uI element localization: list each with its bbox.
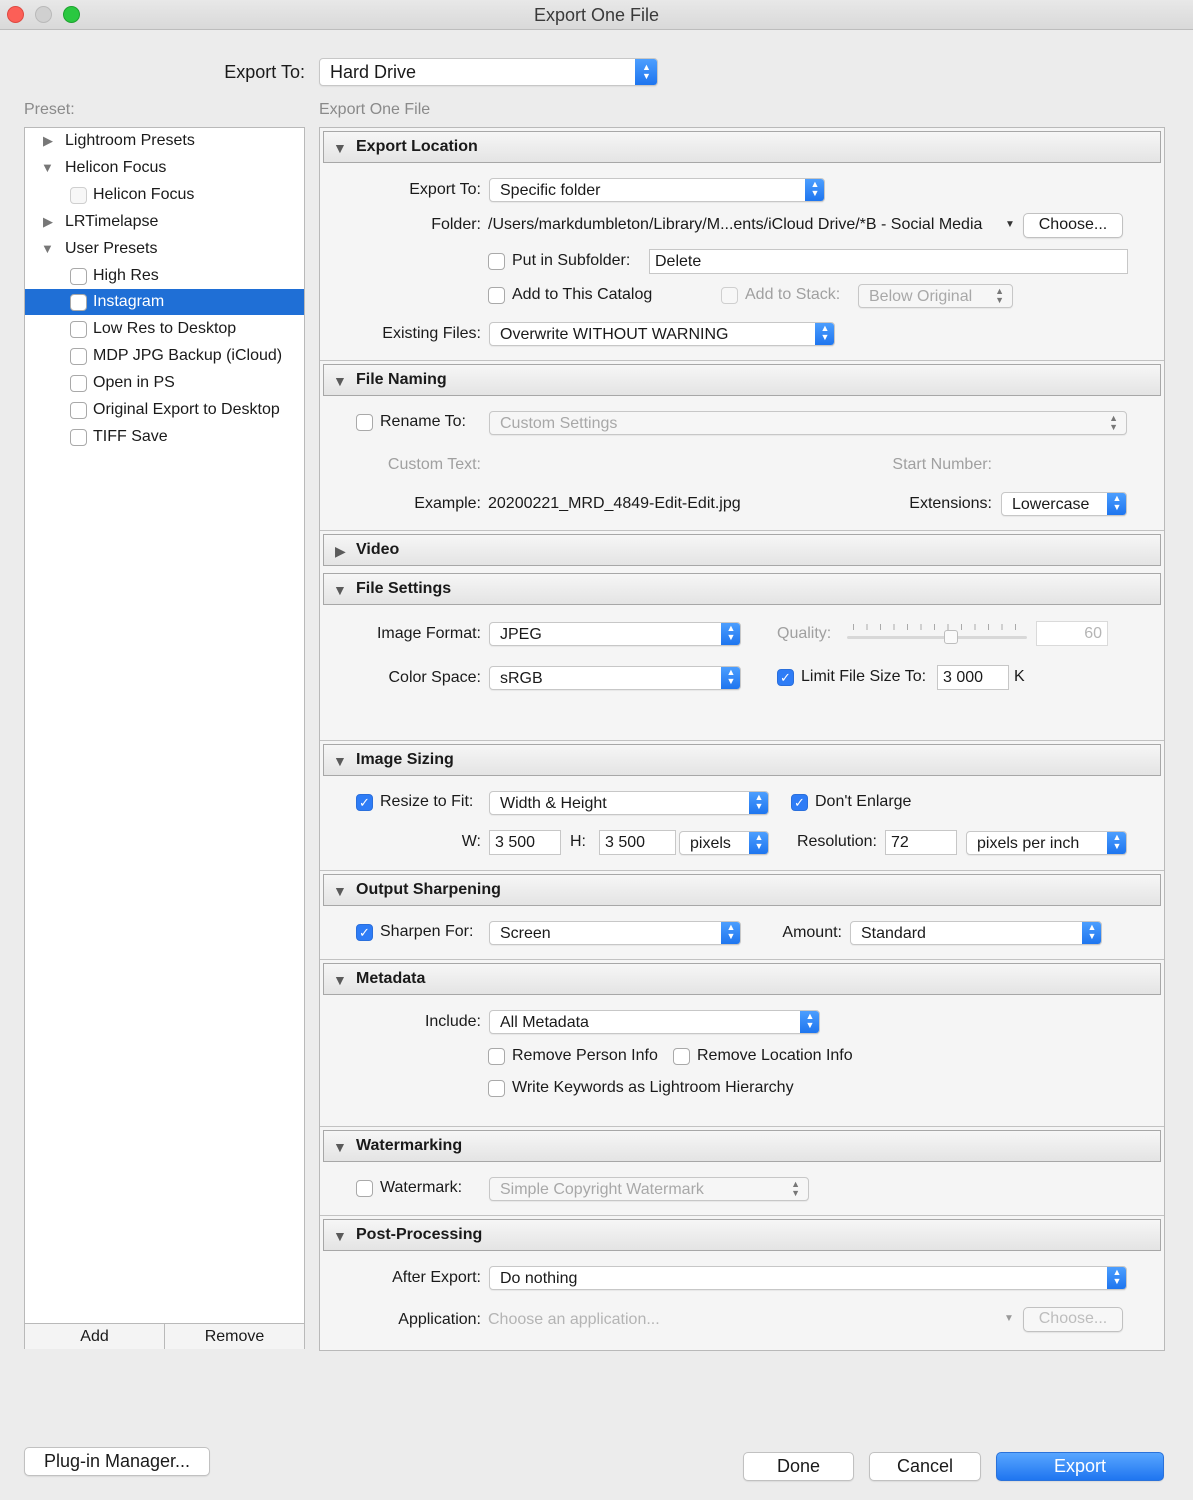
existing-files-select[interactable]: Overwrite WITHOUT WARNING ▲ ▼ [489,322,835,346]
preset-item-original-export[interactable]: Original Export to Desktop [25,397,304,423]
popup-arrows-icon: ▲ ▼ [791,1179,800,1198]
preset-checkbox[interactable] [70,321,87,338]
resize-mode-select[interactable]: Width & Height ▲ ▼ [489,791,769,815]
amount-select[interactable]: Standard ▲ ▼ [850,921,1102,945]
popup-arrows-icon: ▲ ▼ [805,178,825,202]
disclosure-down-icon[interactable]: ▼ [41,160,54,175]
height-label: H: [570,833,586,850]
remove-preset-button[interactable]: Remove [165,1323,304,1349]
existing-files-label: Existing Files: [382,325,481,342]
quality-slider[interactable] [847,624,1027,644]
watermark-checkbox[interactable] [356,1180,373,1197]
export-to-value: Hard Drive [330,62,417,82]
window-title: Export One File [533,5,660,25]
sharpen-for-label: Sharpen For: [380,923,474,940]
extensions-select[interactable]: Lowercase ▲ ▼ [1001,492,1127,516]
width-label: W: [461,833,481,850]
remove-location-info-checkbox[interactable] [673,1048,690,1065]
preset-item-tiff-save[interactable]: TIFF Save [25,424,304,450]
remove-location-info-label: Remove Location Info [697,1047,853,1064]
preset-checkbox[interactable] [70,375,87,392]
write-keywords-checkbox[interactable] [488,1080,505,1097]
include-metadata-select[interactable]: All Metadata ▲ ▼ [489,1010,820,1034]
popup-arrows-icon: ▲ ▼ [1107,492,1127,516]
size-unit-select[interactable]: pixels ▲ ▼ [679,831,769,855]
section-file-naming[interactable]: ▼ File Naming [323,364,1161,396]
section-export-location[interactable]: ▼ Export Location [323,131,1161,163]
plugin-manager-button[interactable]: Plug-in Manager... [24,1447,210,1476]
section-image-sizing[interactable]: ▼ Image Sizing [323,744,1161,776]
add-to-catalog-checkbox[interactable] [488,287,505,304]
popup-arrows-icon: ▲ ▼ [749,831,769,855]
add-to-stack-checkbox[interactable] [721,287,738,304]
after-export-label: After Export: [392,1269,481,1286]
file-size-limit-input[interactable]: 3 000 [937,665,1009,690]
amount-label: Amount: [782,924,842,941]
section-divider [320,870,1164,871]
export-to-select[interactable] [319,58,658,86]
disclosure-right-icon[interactable]: ▶ [43,214,53,229]
popup-arrows-icon: ▲ ▼ [995,286,1004,305]
section-video[interactable]: ▶ Video [323,534,1161,566]
add-to-catalog-label: Add to This Catalog [512,286,653,303]
remove-person-info-label: Remove Person Info [512,1047,658,1064]
add-preset-button[interactable]: Add [25,1323,165,1349]
popup-arrows-icon: ▲ ▼ [1109,413,1118,432]
section-divider [320,360,1164,361]
preset-item-helicon-focus[interactable]: Helicon Focus [25,182,304,208]
after-export-select[interactable]: Do nothing ▲ ▼ [489,1266,1127,1290]
dont-enlarge-label: Don't Enlarge [815,793,912,810]
disclosure-down-icon[interactable]: ▼ [333,972,347,988]
popup-arrows-icon: ▲ ▼ [721,921,741,945]
remove-person-info-checkbox[interactable] [488,1048,505,1065]
disclosure-down-icon[interactable]: ▼ [333,753,347,769]
quality-label: Quality: [777,625,832,642]
add-to-stack-label: Add to Stack: [745,286,841,303]
resolution-input[interactable]: 72 [885,830,957,855]
folder-label: Folder: [431,216,481,233]
application-dropdown-icon[interactable]: ▼ [1004,1313,1014,1324]
rename-to-checkbox[interactable] [356,414,373,431]
choose-application-button[interactable]: Choose... [1023,1307,1123,1332]
preset-item-high-res[interactable]: High Res [25,263,304,289]
example-label: Example: [414,495,481,512]
disclosure-down-icon[interactable]: ▼ [333,1228,347,1244]
sharpen-for-checkbox[interactable]: ✓ [356,924,373,941]
section-divider [320,530,1164,531]
preset-checkbox[interactable] [70,294,87,311]
preset-checkbox [70,187,87,204]
section-divider [320,1126,1164,1127]
preset-group-user-presets[interactable]: ▼ User Presets [41,240,158,257]
resolution-label: Resolution: [796,833,877,850]
location-export-to-select[interactable]: Specific folder ▲ ▼ [489,178,825,202]
example-filename: 20200221_MRD_4849-Edit-Edit.jpg [488,495,741,512]
popup-arrows-icon: ▲ ▼ [749,791,769,815]
rename-template-select[interactable]: Custom Settings ▲ ▼ [489,411,1127,435]
export-to-label: Export To: [224,62,305,82]
watermark-select[interactable]: Simple Copyright Watermark ▲ ▼ [489,1177,809,1201]
preset-label: Preset: [24,101,75,118]
resize-to-fit-checkbox[interactable]: ✓ [356,794,373,811]
panel-caption: Export One File [319,101,431,118]
quality-input[interactable]: 60 [1036,621,1108,646]
preset-item-instagram[interactable]: Instagram [25,289,304,315]
disclosure-down-icon[interactable]: ▼ [41,241,54,256]
done-button[interactable]: Done [743,1452,854,1481]
resize-to-fit-label: Resize to Fit: [380,793,474,810]
section-divider [320,1215,1164,1216]
application-input[interactable]: Choose an application... [488,1311,660,1328]
file-size-unit: K [1014,668,1025,685]
section-post-processing[interactable]: ▼ Post-Processing [323,1219,1161,1251]
rename-to-label: Rename To: [380,413,466,430]
height-input[interactable]: 3 500 [599,830,676,855]
disclosure-right-icon[interactable]: ▶ [335,543,346,559]
popup-arrows-icon: ▲ ▼ [1107,1266,1127,1290]
popup-arrows-icon: ▲ ▼ [1107,831,1127,855]
folder-dropdown-icon[interactable]: ▼ [1005,219,1015,230]
preset-item-mdp-jpg-backup[interactable]: MDP JPG Backup (iCloud) [25,343,304,369]
choose-folder-button[interactable]: Choose... [1023,213,1123,238]
slider-thumb[interactable] [944,630,958,644]
resolution-unit-select[interactable]: pixels per inch ▲ ▼ [966,831,1127,855]
section-metadata[interactable]: ▼ Metadata [323,963,1161,995]
popup-arrows-icon: ▲ ▼ [635,58,658,86]
popup-arrows-icon: ▲ ▼ [1082,921,1102,945]
limit-file-size-checkbox[interactable]: ✓ [777,669,794,686]
disclosure-down-icon[interactable]: ▼ [333,373,347,389]
preset-checkbox[interactable] [70,348,87,365]
disclosure-down-icon[interactable]: ▼ [333,883,347,899]
disclosure-down-icon[interactable]: ▼ [333,1139,347,1155]
preset-item-low-res-to-desktop[interactable]: Low Res to Desktop [25,316,304,342]
section-divider [320,740,1164,741]
disclosure-right-icon[interactable]: ▶ [43,133,53,148]
slider-ticks [853,624,1023,630]
popup-arrows-icon: ▲ ▼ [721,622,741,646]
cancel-button[interactable]: Cancel [869,1452,981,1481]
folder-path: /Users/markdumbleton/Library/M...ents/iCloud Drive/*B - Social Media [488,216,983,233]
preset-checkbox[interactable] [70,402,87,419]
section-output-sharpening[interactable]: ▼ Output Sharpening [323,874,1161,906]
limit-file-size-label: Limit File Size To: [801,668,927,685]
image-format-select[interactable]: JPEG ▲ ▼ [489,622,741,646]
preset-checkbox[interactable] [70,268,87,285]
extensions-label: Extensions: [909,495,992,512]
disclosure-down-icon[interactable]: ▼ [333,140,347,156]
include-label: Include: [424,1013,481,1030]
put-in-subfolder-label: Put in Subfolder: [512,252,631,269]
watermark-label: Watermark: [380,1179,463,1196]
color-space-label: Color Space: [388,669,481,686]
section-divider [320,959,1164,960]
preset-checkbox[interactable] [70,429,87,446]
section-file-settings[interactable]: ▼ File Settings [323,573,1161,605]
put-in-subfolder-checkbox[interactable] [488,253,505,270]
preset-item-open-in-ps[interactable]: Open in PS [25,370,304,396]
application-label: Application: [398,1311,481,1328]
start-number-label: Start Number: [892,456,992,473]
export-settings-panel [319,127,1165,1351]
location-export-to-label: Export To: [409,181,481,198]
disclosure-down-icon[interactable]: ▼ [333,582,347,598]
color-space-select[interactable]: sRGB ▲ ▼ [489,666,741,690]
popup-arrows-icon: ▲ ▼ [721,666,741,690]
preset-group-helicon-focus[interactable]: ▼ Helicon Focus [41,159,167,176]
popup-arrows-icon: ▲ ▼ [800,1010,820,1034]
dont-enlarge-checkbox[interactable]: ✓ [791,794,808,811]
stack-position-select[interactable]: Below Original ▲ ▼ [858,284,1013,308]
slider-track [847,636,1027,639]
preset-group-lightroom-presets[interactable]: ▶ Lightroom Presets [43,132,195,149]
sharpen-for-select[interactable]: Screen ▲ ▼ [489,921,741,945]
custom-text-label: Custom Text: [387,456,481,473]
preset-group-lrtimelapse[interactable]: ▶ LRTimelapse [43,213,159,230]
subfolder-name-input[interactable]: Delete [649,249,1128,274]
section-watermarking[interactable]: ▼ Watermarking [323,1130,1161,1162]
export-button[interactable]: Export [996,1452,1164,1481]
popup-arrows-icon: ▲ ▼ [815,322,835,346]
write-keywords-label: Write Keywords as Lightroom Hierarchy [512,1079,794,1096]
width-input[interactable]: 3 500 [489,830,561,855]
image-format-label: Image Format: [376,625,481,642]
